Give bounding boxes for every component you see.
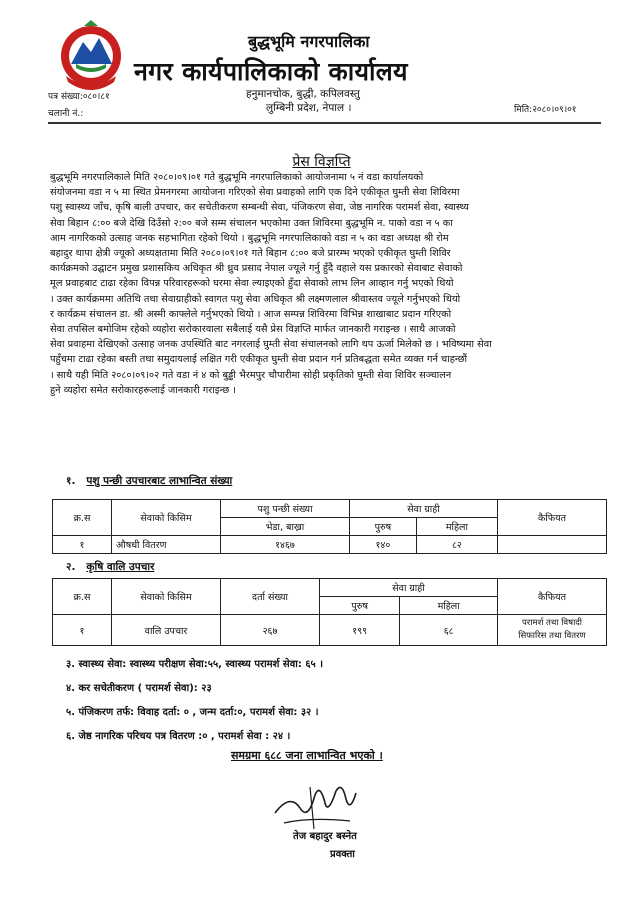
cell-remarks-line1: परामर्श तथा विषादी xyxy=(521,618,582,628)
cell-sn: १ xyxy=(53,536,112,554)
municipality-name: बुद्धभूमि नगरपालिका xyxy=(248,32,370,51)
body-line: सेवा प्रवाहमा देखिएको उत्साह जनक उपस्थिति बाट नगरलाई घुम्ती सेवा संचालनको लागि थप ऊर्जा मिलेको छ । भविष्यमा सेवा xyxy=(50,339,492,351)
cell-male: १४० xyxy=(350,536,417,554)
cell-female: ८२ xyxy=(416,536,497,554)
letter-number: पत्र संख्या:०८०।८१ xyxy=(48,92,110,102)
letter-date: मिति:२०८०।०९।०१ xyxy=(514,105,577,115)
cell-remarks xyxy=(498,615,607,646)
cell-sn: १ xyxy=(53,615,112,646)
body-line: बुद्धभूमि नगरपालिकाले मिति २०८०।०९।०१ गते बुद्धभूमि नगरपालिकाको आयोजनामा ५ नं वडा कार्यालयको xyxy=(50,172,424,183)
handwritten-signature xyxy=(270,773,360,833)
col-remarks: कैफियत xyxy=(498,500,607,536)
body-line: आम नागरिकको उत्साह जनक सहभागिता रहेको थियो । बुद्धभूमि नगरपालिकाको वडा न ५ का वडा अध्यक्ष श्री रोम xyxy=(50,232,449,244)
signatory-role: प्रवक्ता xyxy=(330,849,355,860)
col-female: महिला xyxy=(400,597,498,615)
cell-remarks xyxy=(498,536,607,554)
document-title: प्रेस विज्ञप्ति xyxy=(292,154,351,170)
section1-title: पशु पन्छी उपचारबाट लाभान्वित संख्या xyxy=(86,475,233,487)
header-divider xyxy=(48,122,601,124)
body-line: कार्यक्रमको उद्घाटन प्रमुख प्रशासकिय अधिकृत श्री ध्रुव प्रसाद नेपाल ज्यूले गर्नु हुँदै वहाले यस प्रकारको सेवाबाट सेवाको xyxy=(50,263,463,275)
col-registered: दर्ता संख्या xyxy=(221,579,320,615)
item-registration: ५. पंजिकरण तर्फ: विवाह दर्ता: ० , जन्म दर्ता:०, परामर्श सेवा: ३२ । xyxy=(66,707,319,718)
address-line1: हनुमानचोक, बुद्धी, कपिलवस्तु xyxy=(246,88,360,100)
table-row xyxy=(53,615,607,646)
office-name: नगर कार्यपालिकाको कार्यालय xyxy=(134,57,408,86)
body-line: पशु स्वास्थ्य जाँच, कृषि बाली उपचार, कर सचेतीकरण सम्बन्धी सेवा, पंजिकरण सेवा, जेष्ठ नागरिक परामर्श सेवा, स्वास्थ्य xyxy=(50,202,469,214)
address-line2: लुम्बिनी प्रदेश, नेपाल । xyxy=(266,102,352,114)
cell-count: १४६७ xyxy=(221,536,350,554)
body-line: पहुँचमा टाढा रहेका बस्ती तथा समुदायलाई लक्षित गरी एकीकृत घुम्ती सेवा प्रदान गर्न प्रतिबद्धता समेत व्यक्त गर्न चाहन्छौं xyxy=(50,354,468,366)
col-service: सेवाको किसिम xyxy=(112,500,221,536)
cell-service: वालि उपचार xyxy=(112,615,221,646)
col-remarks: कैफियत xyxy=(498,579,607,615)
body-line: । साथै यही मिति २०८०।०९।०२ गते वडा नं ४ को बुड्ढी भैरमपुर चौपारीमा सोही प्रकृतिको घुम्ती सेवा शिविर सञ्चालन xyxy=(50,369,452,381)
col-sn: क्र.स xyxy=(53,500,112,536)
body-line: र कार्यक्रम संचालन डा. श्री अस्मी काफ्लेले गर्नुभएको थियो । आज सम्पन्न शिविरमा विभिन्न शाखाबाट प्रदान गरिएको xyxy=(50,308,452,320)
livestock-table xyxy=(52,499,607,554)
signatory-name: तेज बहादुर बस्नेत xyxy=(293,831,357,842)
body-line: हुने व्यहोरा समेत सरोकारहरूलाई जानकारी गराइन्छ । xyxy=(50,384,236,396)
col-male: पुरुष xyxy=(350,518,417,536)
body-line: । उक्त कार्यक्रममा अतिथि तथा सेवाग्राहीको स्वागत पशु सेवा अधिकृत श्री लक्ष्मणलाल श्रीवास्तव ज्यूले गर्नुभएको थियो xyxy=(50,293,461,305)
col-female: महिला xyxy=(416,518,497,536)
body-line: मूल प्रवाहबाट टाढा रहेका विपन्न परिवारहरूको घरमा सेवा ल्याइएको हुँदा सेवाको लाभ लिन आव्हान गर्नु भएको थियो xyxy=(50,278,454,290)
section2-title: कृषि वालि उपचार xyxy=(86,561,155,573)
section1-number: १. xyxy=(66,475,76,487)
item-health-service: ३. स्वास्थ्य सेवा: स्वास्थ्य परीक्षण सेवा:५५, स्वास्थ्य परामर्श सेवा: ६५ । xyxy=(66,659,323,670)
col-animal-sub: भेडा, बाख्रा xyxy=(221,518,350,536)
cell-service: औषधी वितरण xyxy=(112,536,221,554)
item-tax-awareness: ४. कर सचेतीकरण ( परामर्श सेवा): २३ xyxy=(66,683,212,694)
dispatch-number: चलानी नं.: xyxy=(48,109,84,119)
body-line: बहादुर थापा क्षेत्री ज्यूको अध्यक्षतामा मिति २०८०।०९।०१ गते बिहान ८:०० बजे प्रारम्भ भएको एकीकृत घुम्ती शिविर xyxy=(50,248,451,260)
col-recipients: सेवा ग्राही xyxy=(320,579,498,597)
cell-registered: २६७ xyxy=(221,615,320,646)
nepal-emblem-logo xyxy=(58,20,124,98)
cell-remarks-line2: सिफारिस तथा वितरण xyxy=(518,631,586,641)
total-beneficiaries: समग्रमा ६८८ जना लाभान्वित भएको । xyxy=(231,749,383,762)
body-line: सेवा तपसिल बमोजिम रहेको व्यहोरा सरोकारवाला सबैलाई यसै प्रेस विज्ञप्ति मार्फत जानकारी गराइन्छ । साथै आजको xyxy=(50,324,456,336)
body-line: संयोजनमा वडा न ५ मा स्थित प्रेमनगरमा आयोजना गरिएको सेवा प्रवाहको लागि एक दिने एकीकृत घुम्ती सेवा शिविरमा xyxy=(50,187,460,199)
press-release-body xyxy=(50,170,606,398)
col-male: पुरुष xyxy=(320,597,400,615)
col-service: सेवाको किसिम xyxy=(112,579,221,615)
crop-table xyxy=(52,578,607,646)
col-animal-count: पशु पन्छी संख्या xyxy=(221,500,350,518)
col-recipients: सेवा ग्राही xyxy=(350,500,498,518)
table-row xyxy=(53,536,607,554)
col-sn: क्र.स xyxy=(53,579,112,615)
section1-heading xyxy=(66,474,232,488)
cell-male: १९९ xyxy=(320,615,400,646)
body-line: सेवा बिहान ८:०० बजे देखि दिउँसो २:०० बजे सम्म संचालन भएकोमा उक्त शिविरमा बुद्धभूमि न. पाको वडा न ५ का xyxy=(50,217,453,229)
section2-number: २. xyxy=(66,561,76,573)
cell-female: ६८ xyxy=(400,615,498,646)
section2-heading xyxy=(66,560,154,574)
item-senior-citizen: ६. जेष्ठ नागरिक परिचय पत्र वितरण :० , परामर्श सेवा : २४ । xyxy=(66,731,291,742)
